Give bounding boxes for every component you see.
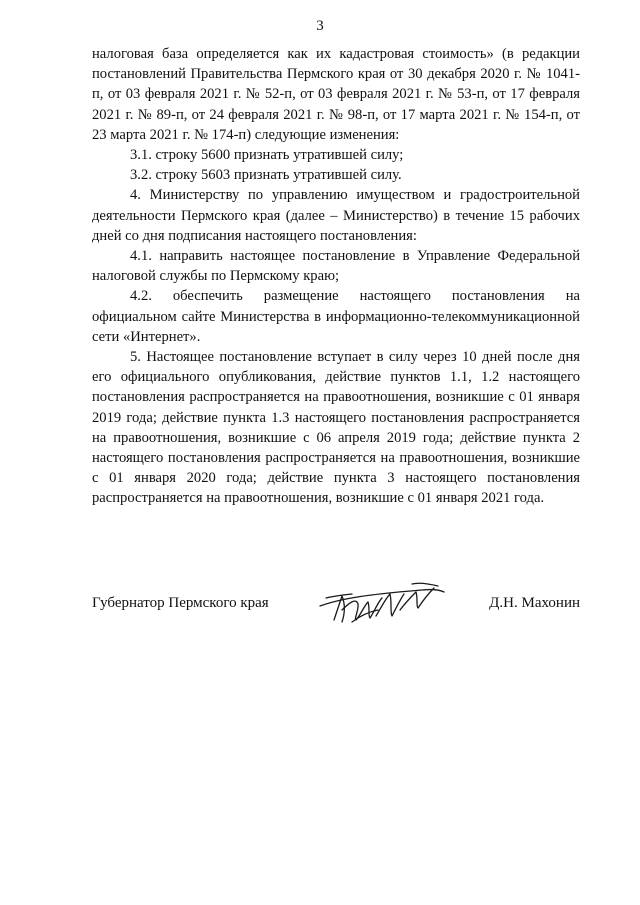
handwritten-signature [312, 576, 452, 628]
document-body [92, 44, 580, 509]
paragraph-3-1: 3.1. строку 5600 признать утратившей силу; [130, 147, 404, 164]
page-number: 3 [316, 18, 324, 34]
paragraph-4-1: 4.1. направить настоящее постановление в Управление Федеральной налоговой службы по Пермскому краю; [92, 248, 580, 285]
paragraph-5: 5. Настоящее постановление вступает в силу через 10 дней после дня его официального опубликования, действие пунктов 1.1, 1.2 настоящего постановления распространяется на правоотношения, возникшие с 01 января 2019 года; действие пункта 1.3 настоящего постановления распространяется на правоотношения, возникшие с 06 апреля 2019 года; действие пункта 2 настоящего постановления распространяется на правоотношения, возникшие с 01 января 2020 года; действие пункта 3 настоящего постановления распространяется на правоотношения, возникшие с 01 января 2021 года. [92, 349, 580, 507]
signatory-name: Д.Н. Махонин [489, 595, 580, 611]
signatory-title: Губернатор Пермского края [92, 595, 269, 611]
paragraph-4-2: 4.2. обеспечить размещение настоящего постановления на официальном сайте Министерства в информационно-телекоммуникационной сети «Интернет». [92, 288, 580, 345]
paragraph-4: 4. Министерству по управлению имуществом и градостроительной деятельности Пермского края (далее – Министерство) в течение 15 рабочих дней со дня подписания настоящего постановления: [92, 187, 580, 244]
paragraph-continuation: налоговая база определяется как их кадастровая стоимость» (в редакции постановлений Правительства Пермского края от 30 декабря 2020 г. № 1041-п, от 03 февраля 2021 г. № 52-п, от 03 февраля 2021 г. № 53-п, от 17 февраля 2021 г. № 89-п, от 24 февраля 2021 г. № 98-п, от 17 марта 2021 г. № 154-п, от 23 марта 2021 г. № 174-п) следующие изменения: [92, 46, 580, 143]
paragraph-3-2: 3.2. строку 5603 признать утратившей силу. [130, 167, 402, 184]
